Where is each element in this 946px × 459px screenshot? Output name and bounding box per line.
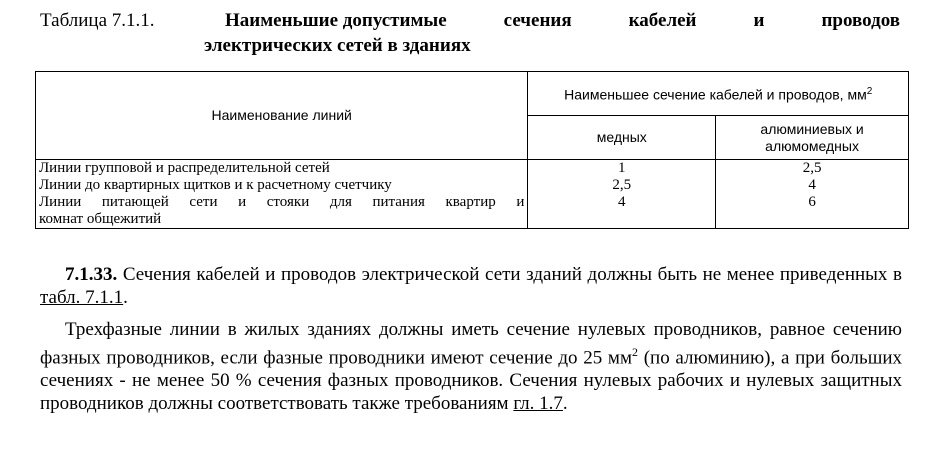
table-caption [40, 8, 900, 58]
row-copper-value: 2,5 [528, 177, 716, 194]
col-header-aluminium: алюминиевых и алюмомедных [716, 116, 909, 160]
row-alu-value: 2,5 [716, 160, 909, 178]
chapter-link[interactable]: гл. 1.7 [513, 393, 563, 415]
title-word: кабелей [628, 10, 697, 31]
title-word: сечения [503, 10, 572, 31]
paragraph-neutral-conductors: Трехфазные линии в жилых зданиях должны иметь сечение нулевых проводников, равное сечению фазных проводников, если фазные проводники имеют сечение до 25 $мм^2$ (по алюминию), а при больших сечениях - не менее 50 % сечения фазных проводников. Сечения нулевых рабочих и нулевых защитных проводников должны соответствовать также требованиям гл. 1.7. [40, 319, 902, 415]
row-alu-value: 4 [716, 177, 909, 194]
table-row [36, 194, 909, 229]
row-alu-value: 6 [716, 194, 909, 229]
cable-section-table [35, 71, 909, 229]
title-word: проводов [821, 10, 900, 31]
col-header-group: Наименьшее сечение кабелей и проводов, $мм^2$ [528, 72, 909, 116]
table-title-line2: электрических сетей в зданиях [204, 35, 471, 56]
col-header-copper: медных [528, 116, 716, 160]
table-link[interactable]: табл. 7.1.1 [40, 287, 124, 308]
table-title-line1 [225, 8, 900, 33]
table-row [36, 160, 909, 178]
paragraph-7-1-33: 7.1.33. Сечения кабелей и проводов электрической сети зданий должны быть не менее приведенных в табл. 7.1.1. [40, 264, 902, 308]
table-label: Таблица 7.1.1. [40, 10, 155, 31]
row-name: Линии до квартирных щитков и к расчетному счетчику [36, 177, 528, 194]
col-header-line-name: Наименование линий [36, 72, 528, 160]
row-name: Линии питающей сети и стояки для питания квартир и комнат общежитий [36, 194, 528, 229]
title-word: Наименьшие допустимые [225, 10, 447, 31]
table-row [36, 177, 909, 194]
row-name: Линии групповой и распределительной сетей [36, 160, 528, 178]
title-word: и [753, 10, 765, 31]
row-copper-value: 1 [528, 160, 716, 178]
row-copper-value: 4 [528, 194, 716, 229]
clause-number: 7.1.33. [65, 264, 118, 285]
